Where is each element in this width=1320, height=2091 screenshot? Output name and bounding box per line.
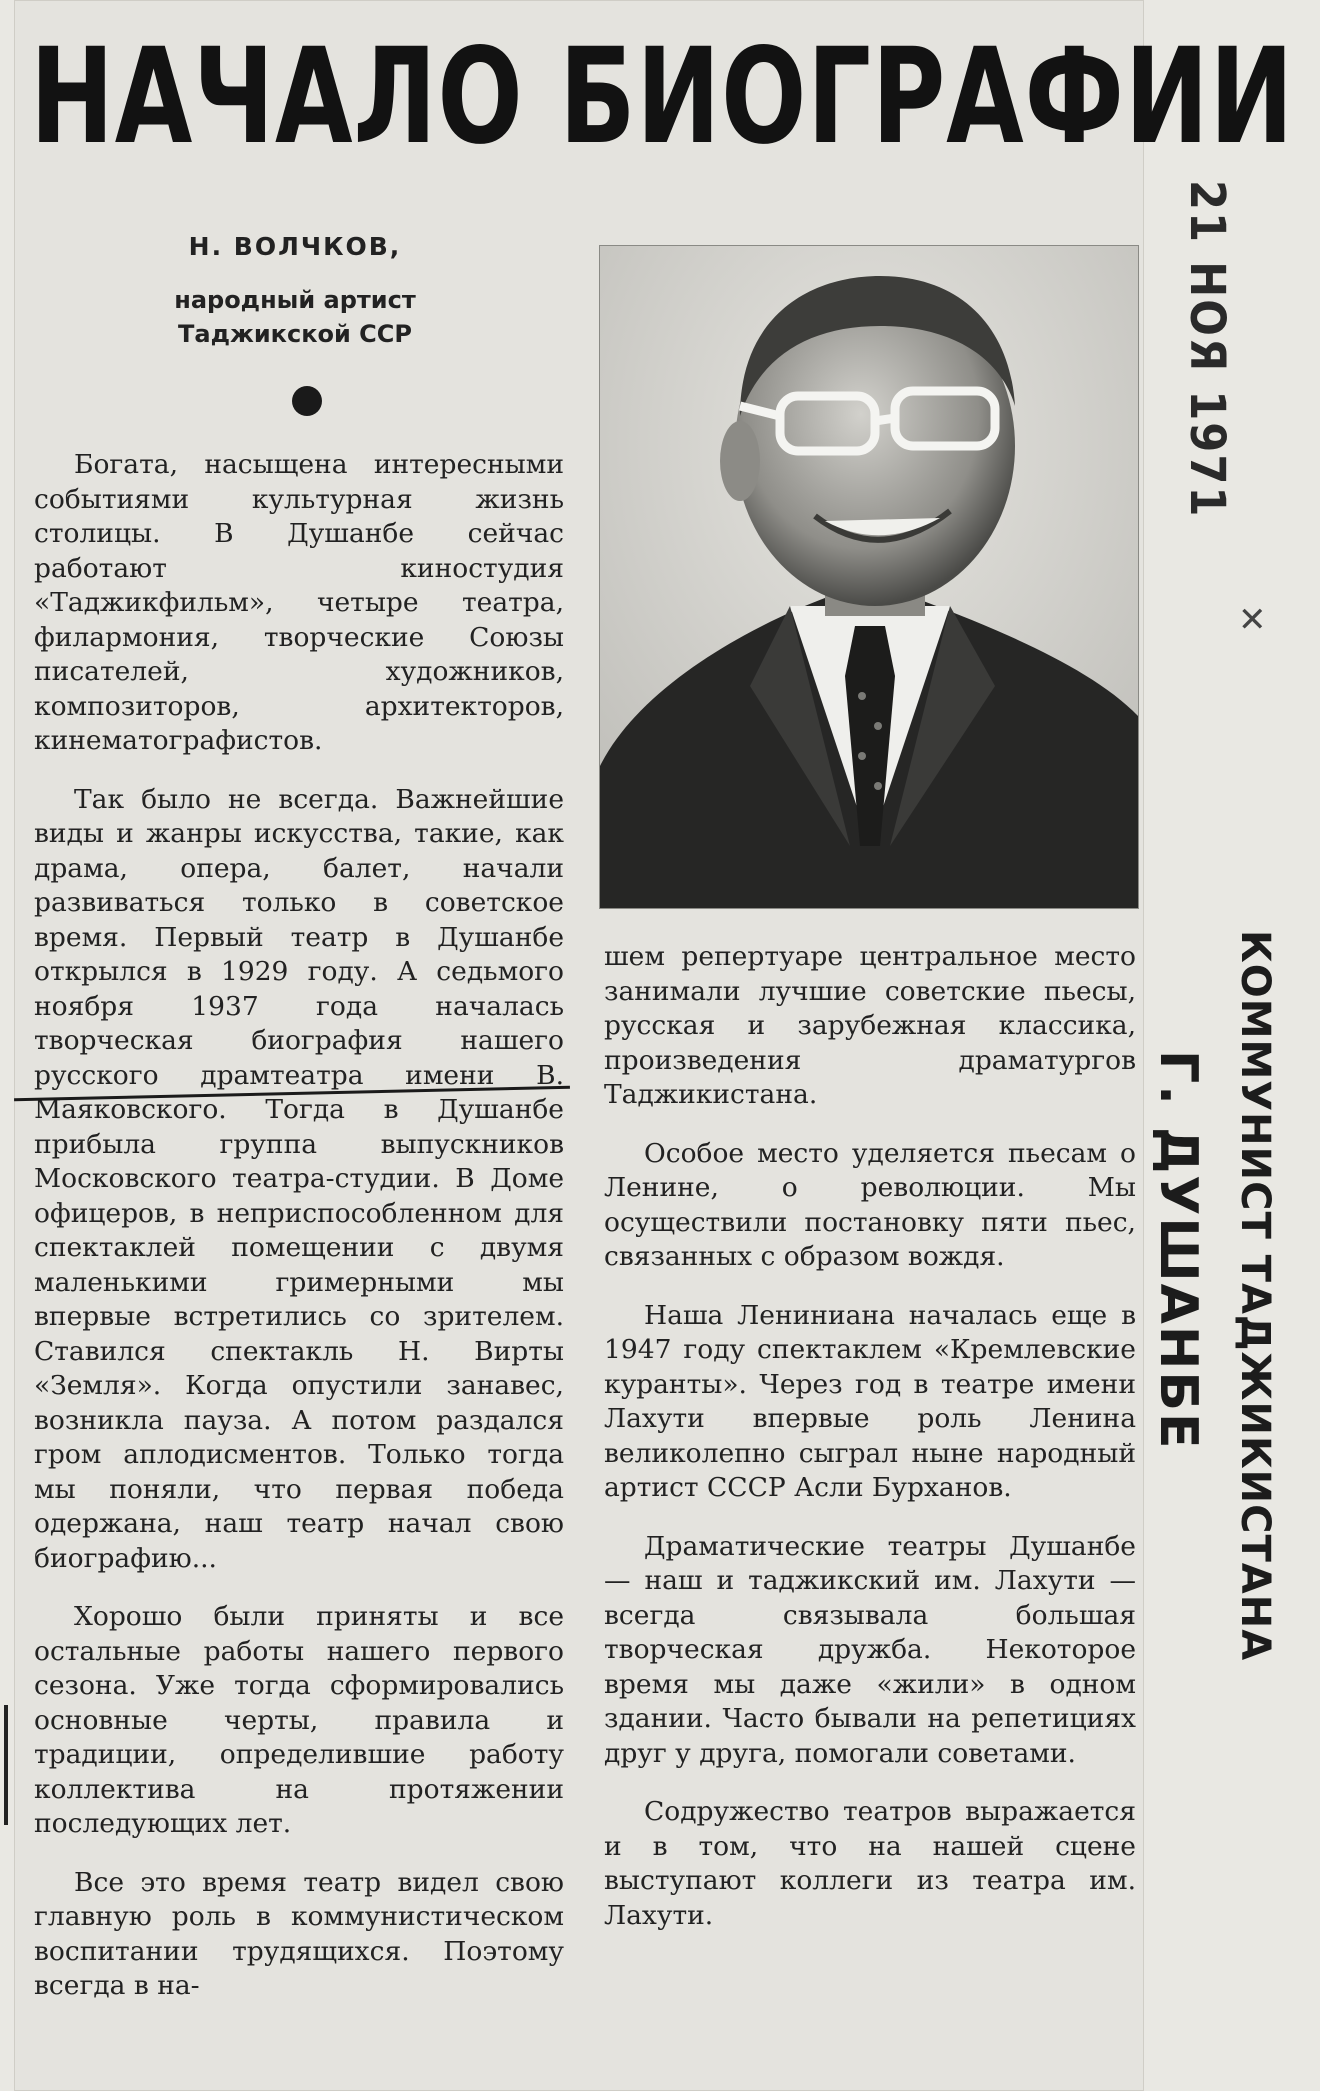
paragraph: Богата, насыщена интересными событиями культурная жизнь столицы. В Душанбе сейчас работают киностудия «Таджикфильм», четыре театра, филармония, творческие Союзы писателей, художников, композиторов, архитекторов, кинематографистов. bbox=[34, 449, 564, 756]
paragraph: Драматические театры Душанбе — наш и таджикский им. Лахути — всегда связывала большая творческая дружба. Некоторое время мы даже «жили» в одном здании. Часто бывали на репетициях друг у друга, помогали советами. bbox=[604, 1530, 1136, 1769]
paragraph: шем репертуаре центральное место занимали лучшие советские пьесы, русская и зарубежная классика, произведения драматургов Таджикистана. bbox=[604, 941, 1136, 1110]
pen-margin-mark bbox=[4, 1705, 8, 1825]
paragraph: Наша Лениниана началась еще в 1947 году спектаклем «Кремлевские куранты». Через год в театре имени Лахути впервые роль Ленина великолепно сыграл ныне народный артист СССР Асли Бурханов. bbox=[604, 1299, 1136, 1503]
date-stamp bbox=[1175, 180, 1235, 580]
newspaper-name-text: КОММУНИСТ ТАДЖИКИСТАНА bbox=[1232, 930, 1278, 1662]
portrait-illustration bbox=[600, 246, 1138, 908]
byline bbox=[120, 232, 470, 351]
date-stamp-text: 21 НОЯ 1971 bbox=[1179, 180, 1235, 519]
paragraph: Так было не всегда. Важнейшие виды и жанры искусства, такие, как драма, опера, балет, начали развиваться только в советское время. Первый театр в Душанбе открылся в 1929 году. А седьмого ноября 1937 года началась творческая биография нашего русского драмтеатра имени В. Маяковского. Тогда в Душанбе прибыла группа выпускников Московского театра-студии. В Доме офицеров, в неприспособленном для спектаклей помещении с двумя маленькими гримерными мы впервые встретились со зрителем. Ставился спектакль Н. Вирты «Земля». Когда опустили занавес, возникла пауза. А потом раздался гром аплодисментов. Только тогда мы поняли, что первая победа одержана, наш театр начал свою биографию... bbox=[34, 783, 564, 1574]
article-headline: НАЧАЛО БИОГРАФИИ bbox=[30, 20, 1295, 174]
author-name: Н. ВОЛЧКОВ, bbox=[188, 232, 402, 261]
paragraph: Особое место уделяется пьесам о Ленине, о революции. Мы осуществили постановку пяти пьес, связанных с образом вождя. bbox=[604, 1137, 1136, 1272]
article-column-right bbox=[604, 940, 1136, 1957]
pen-tick-mark: ✕ bbox=[1238, 600, 1267, 640]
city-stamp-text: Г. ДУШАНБЕ bbox=[1148, 1050, 1208, 1451]
separator-dot bbox=[292, 386, 322, 416]
author-title-line-2: Таджикской ССР bbox=[178, 320, 412, 348]
paragraph: Содружество театров выражается и в том, что на нашей сцене выступают коллеги из театра им. Лахути. bbox=[604, 1796, 1136, 1931]
paragraph: Хорошо были приняты и все остальные работы нашего первого сезона. Уже тогда сформировались основные черты, правила и традиции, определившие работу коллектива на протяжении последующих лет. bbox=[34, 1601, 564, 1839]
city-stamp bbox=[1148, 1050, 1208, 1450]
article-column-left bbox=[34, 448, 564, 2028]
newspaper-name-stamp bbox=[1218, 930, 1278, 1662]
author-portrait-photo bbox=[599, 245, 1139, 909]
paragraph: Все это время театр видел свою главную роль в коммунистическом воспитании трудящихся. Поэтому всегда в на- bbox=[34, 1866, 564, 2001]
author-title-line-1: народный артист bbox=[174, 286, 416, 314]
